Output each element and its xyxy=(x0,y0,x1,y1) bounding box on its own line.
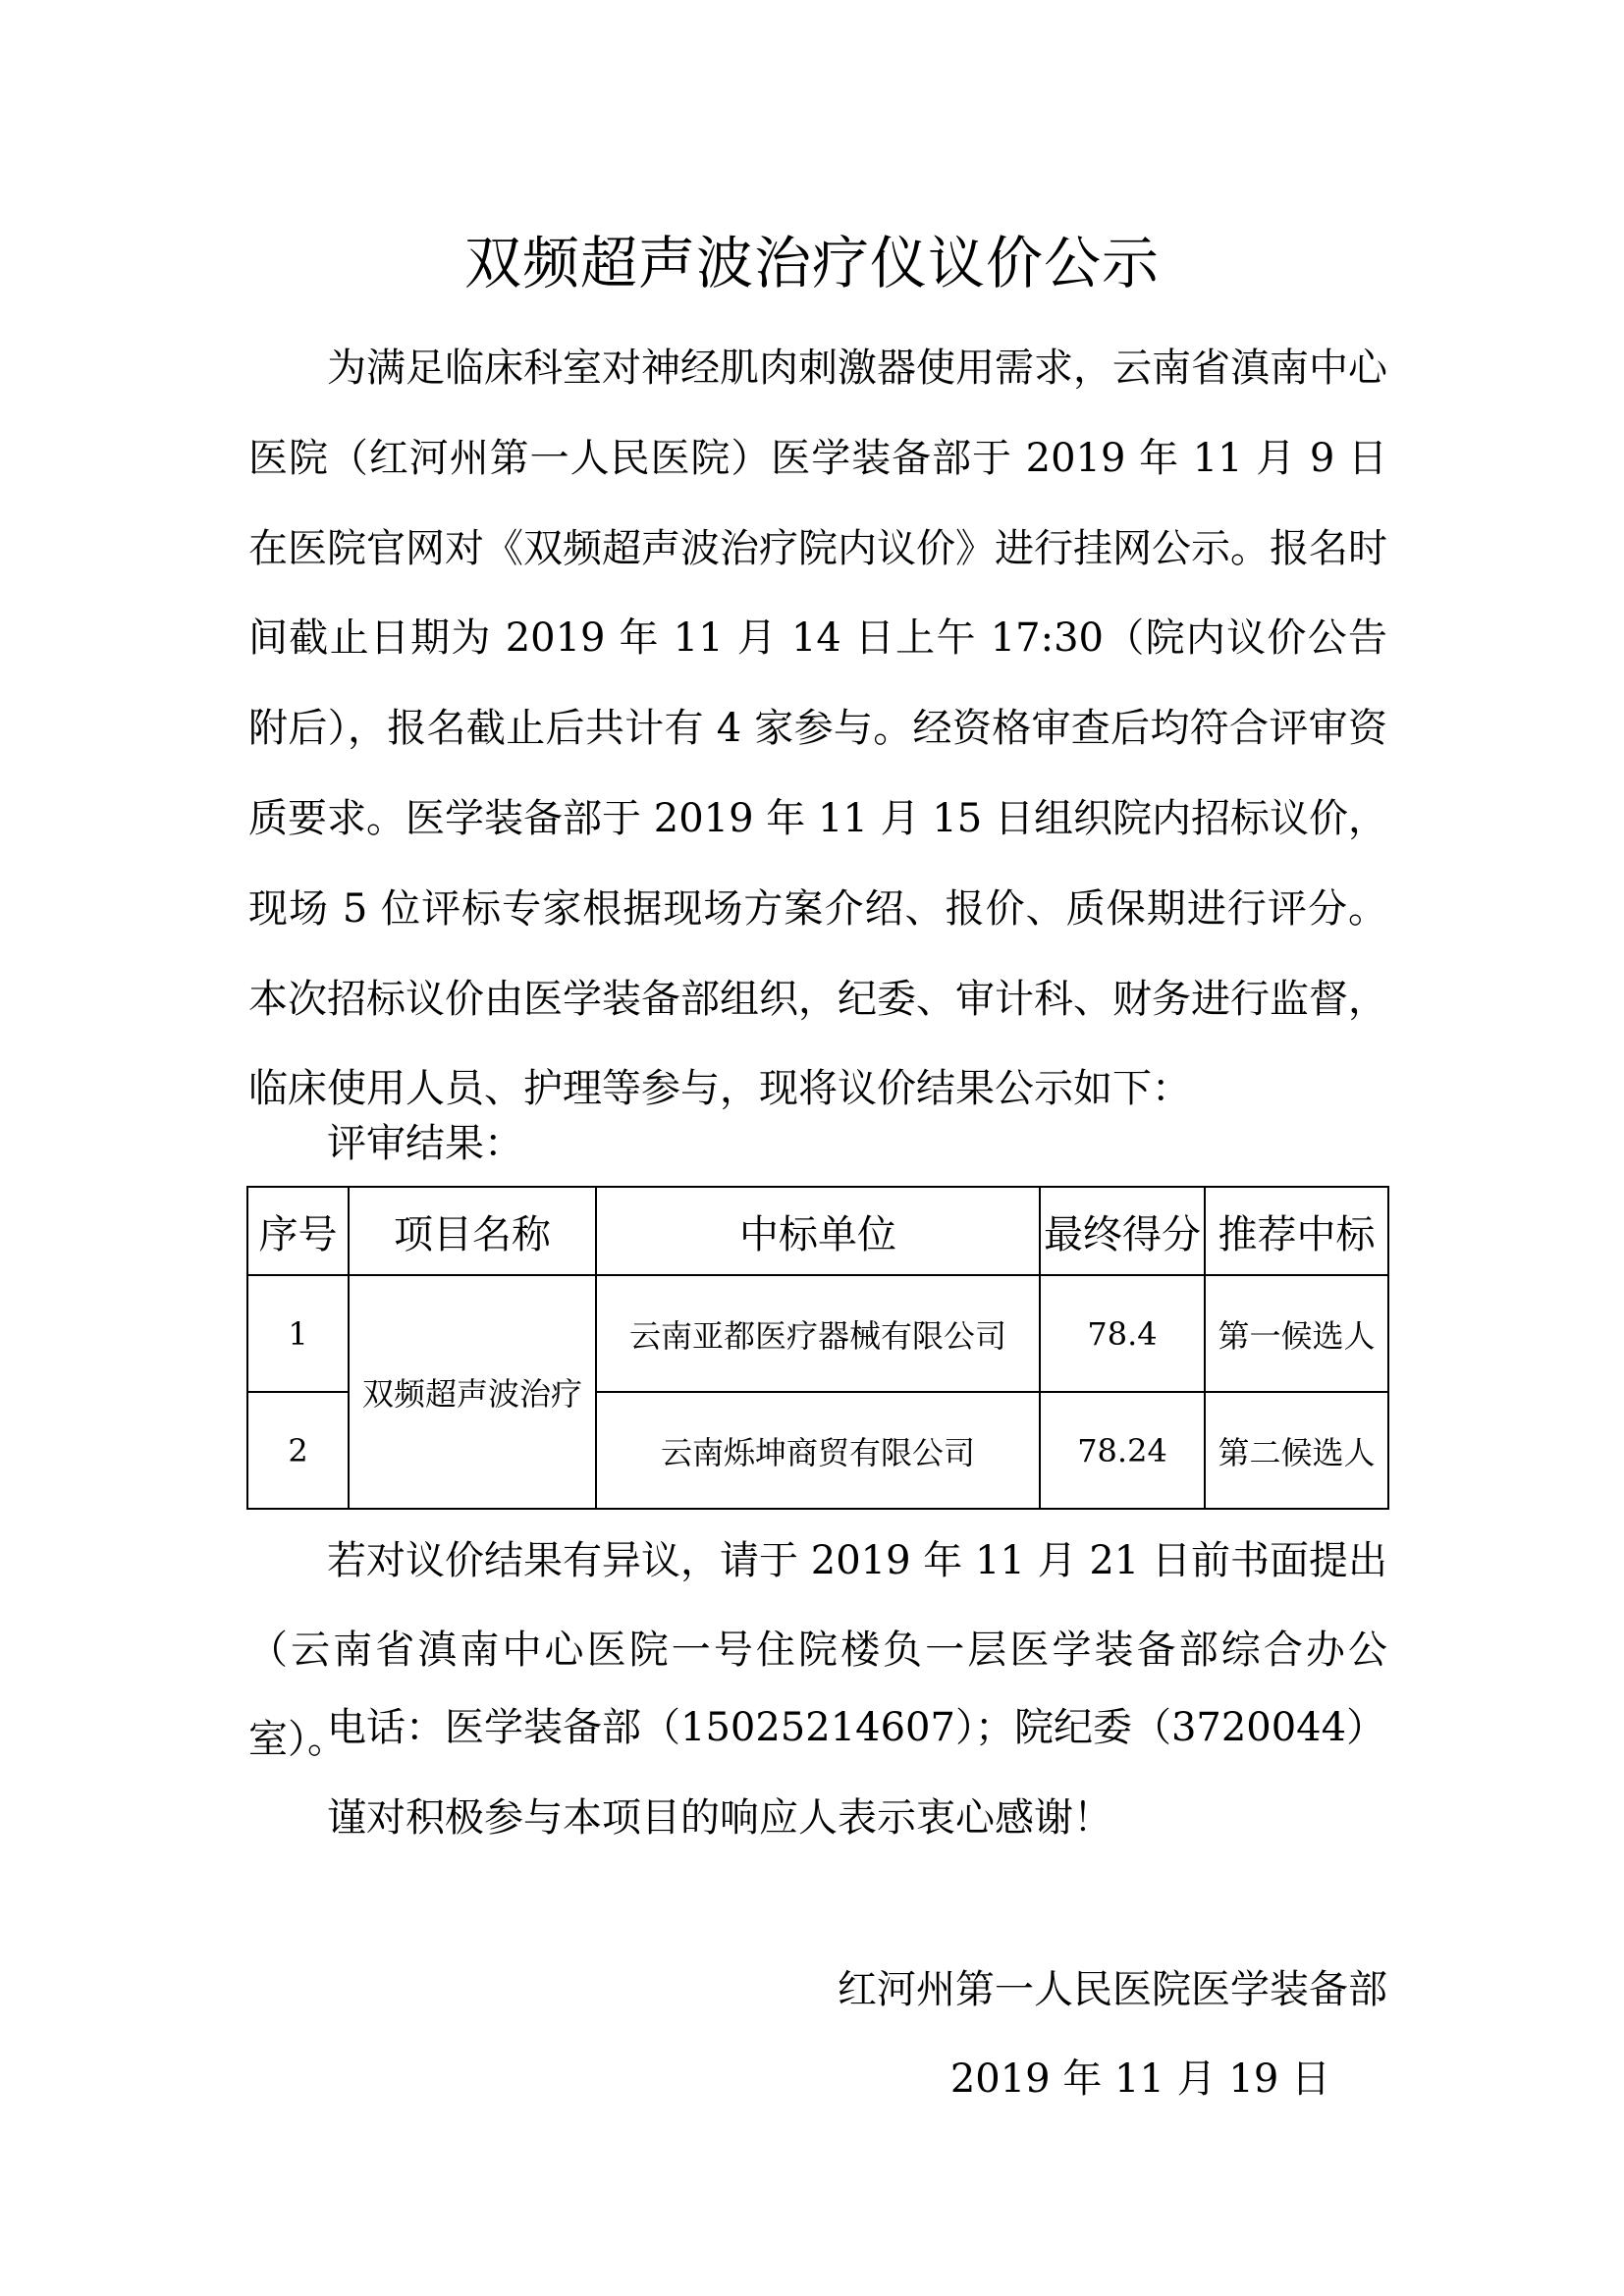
cell-score: 78.4 xyxy=(1040,1275,1205,1392)
header-recommend: 推荐中标 xyxy=(1205,1187,1388,1275)
cell-score: 78.24 xyxy=(1040,1392,1205,1509)
cell-recommend: 第二候选人 xyxy=(1205,1392,1388,1509)
cell-project-name: 双频超声波治疗 xyxy=(349,1275,596,1509)
header-project: 项目名称 xyxy=(349,1187,596,1275)
result-table xyxy=(246,1186,1389,1510)
signature-date: 2019 年 11 月 19 日 xyxy=(949,2056,1330,2102)
cell-seq: 1 xyxy=(247,1275,349,1392)
page-title: 双频超声波治疗仪议价公示 xyxy=(463,230,1160,296)
table-header-row xyxy=(247,1187,1388,1275)
cell-winner: 云南烁坤商贸有限公司 xyxy=(596,1392,1040,1509)
objection-paragraph: 若对议价结果有异议，请于 2019 年 11 月 21 日前书面提出（云南省滇南中心医院一号住院楼负一层医学装备部综合办公室）。 xyxy=(248,1538,1387,1762)
signature-department: 红河州第一人民医院医学装备部 xyxy=(838,1967,1387,2012)
cell-winner: 云南亚都医疗器械有限公司 xyxy=(596,1275,1040,1392)
header-seq: 序号 xyxy=(247,1187,349,1275)
body-paragraph: 为满足临床科室对神经肌肉刺激器使用需求，云南省滇南中心医院（红河州第一人民医院）医学装备部于 2019 年 11 月 9 日在医院官网对《双频超声波治疗院内议价》进行挂网公示。报名时间截止日期为 2019 年 11 月 14 日上午 17:30（院内议价公告附后），报名截止后共计有 4 家参与。经资格审查后均符合评审资质要求。医学装备部于 2019 年 11 月 15 日组织院内招标议价，现场 5 位评标专家根据现场方案介绍、报价、质保期进行评分。本次招标议价由医学装备部组织，纪委、审计科、财务进行监督，临床使用人员、护理等参与，现将议价结果公示如下： xyxy=(248,346,1387,1112)
cell-recommend: 第一候选人 xyxy=(1205,1275,1388,1392)
thanks-line: 谨对积极参与本项目的响应人表示衷心感谢！ xyxy=(327,1795,1112,1841)
header-winner: 中标单位 xyxy=(596,1187,1040,1275)
header-score: 最终得分 xyxy=(1040,1187,1205,1275)
cell-seq: 2 xyxy=(247,1392,349,1509)
result-label: 评审结果： xyxy=(327,1121,523,1166)
contact-phone-line: 电话：医学装备部（15025214607）；院纪委（3720044） xyxy=(327,1705,1386,1750)
table-row xyxy=(247,1275,1388,1392)
